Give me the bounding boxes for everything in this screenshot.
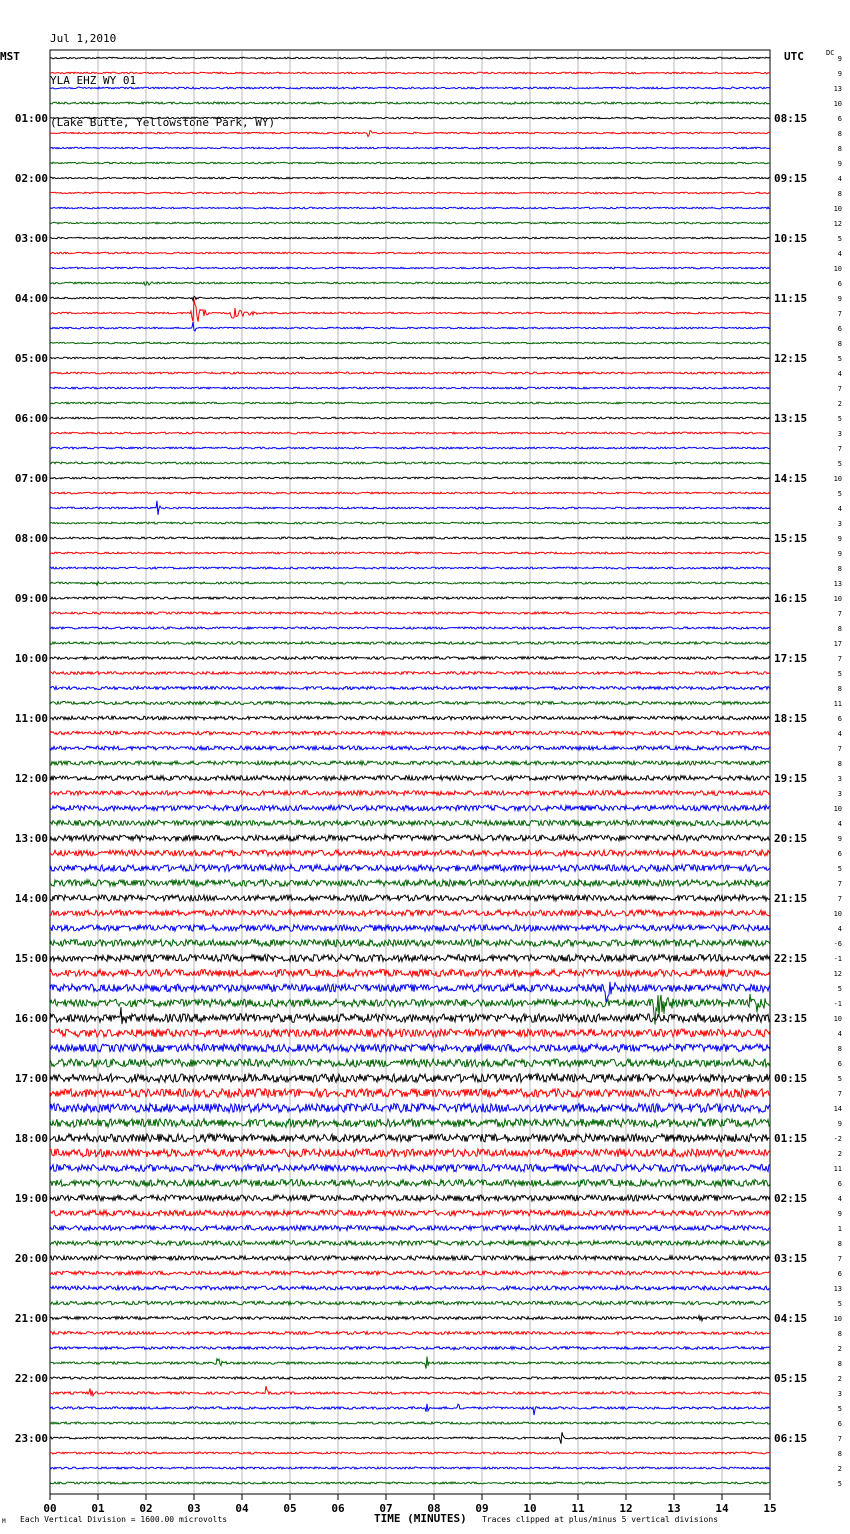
trace-row-8 bbox=[50, 177, 770, 179]
dc-offset-label: 6 bbox=[837, 1060, 842, 1068]
dc-offset-label: 2 bbox=[837, 1345, 842, 1353]
utc-hour-label: 10:15 bbox=[774, 232, 808, 245]
clip-note: Traces clipped at plus/minus 5 vertical divisions bbox=[482, 1515, 719, 1524]
mst-hour-label: 07:00 bbox=[14, 472, 48, 485]
trace-row-72 bbox=[50, 1134, 770, 1142]
mst-hour-label: 19:00 bbox=[14, 1192, 48, 1205]
trace-row-59 bbox=[50, 940, 770, 947]
trace-row-56 bbox=[50, 895, 770, 901]
mst-hour-label: 18:00 bbox=[14, 1132, 48, 1145]
trace-row-22 bbox=[50, 387, 770, 389]
dc-offset-label: -1 bbox=[833, 955, 842, 963]
x-tick-label: 08 bbox=[427, 1502, 441, 1515]
dc-offset-label: 10 bbox=[833, 595, 842, 603]
trace-row-92 bbox=[50, 1432, 770, 1443]
dc-offset-label: 2 bbox=[837, 1375, 842, 1383]
x-tick-label: 06 bbox=[331, 1502, 345, 1515]
dc-offset-label: 5 bbox=[837, 415, 842, 423]
x-tick-label: 03 bbox=[187, 1502, 201, 1515]
trace-row-45 bbox=[50, 731, 770, 735]
dc-offset-label: 7 bbox=[837, 1090, 842, 1098]
x-tick-label: 15 bbox=[763, 1502, 777, 1515]
dc-offset-label: 3 bbox=[837, 430, 842, 438]
mst-hour-label: 05:00 bbox=[14, 352, 48, 365]
mst-hour-label: 01:00 bbox=[14, 112, 48, 125]
dc-offset-label: 10 bbox=[833, 1315, 842, 1323]
trace-row-54 bbox=[50, 865, 770, 872]
utc-hour-label: 14:15 bbox=[774, 472, 808, 485]
mst-hour-label: 22:00 bbox=[14, 1372, 48, 1385]
trace-row-40 bbox=[50, 657, 770, 660]
dc-offset-label: 7 bbox=[837, 880, 842, 888]
dc-offset-label: 8 bbox=[837, 1360, 842, 1368]
dc-offset-label: 4 bbox=[837, 250, 842, 258]
mst-hour-label: 09:00 bbox=[14, 592, 48, 605]
trace-row-14 bbox=[50, 267, 770, 269]
dc-axis-title: DC bbox=[826, 49, 835, 57]
utc-axis-title: UTC bbox=[784, 50, 804, 63]
trace-row-88 bbox=[50, 1377, 770, 1379]
trace-row-43 bbox=[50, 701, 770, 704]
trace-row-33 bbox=[50, 552, 770, 554]
dc-offset-label: 8 bbox=[837, 145, 842, 153]
trace-row-80 bbox=[50, 1256, 770, 1260]
mst-hour-label: 17:00 bbox=[14, 1072, 48, 1085]
trace-row-30 bbox=[50, 501, 770, 515]
dc-offset-label: 12 bbox=[833, 220, 842, 228]
trace-row-57 bbox=[50, 910, 770, 916]
dc-offset-label: 3 bbox=[837, 775, 842, 783]
trace-row-91 bbox=[50, 1422, 770, 1424]
x-tick-label: 10 bbox=[523, 1502, 537, 1515]
trace-row-13 bbox=[50, 252, 770, 254]
mst-hour-label: 21:00 bbox=[14, 1312, 48, 1325]
dc-offset-label: 5 bbox=[837, 235, 842, 243]
trace-row-9 bbox=[50, 192, 770, 194]
trace-row-93 bbox=[50, 1452, 770, 1454]
utc-hour-label: 00:15 bbox=[774, 1072, 808, 1085]
trace-row-53 bbox=[50, 850, 770, 856]
trace-row-50 bbox=[50, 805, 770, 811]
dc-offset-label: 7 bbox=[837, 1255, 842, 1263]
utc-hour-label: 15:15 bbox=[774, 532, 808, 545]
x-tick-label: 07 bbox=[379, 1502, 393, 1515]
dc-offset-label: 9 bbox=[837, 550, 842, 558]
dc-offset-label: 6 bbox=[837, 115, 842, 123]
utc-hour-label: 05:15 bbox=[774, 1372, 808, 1385]
trace-row-61 bbox=[50, 969, 770, 976]
dc-offset-label: 8 bbox=[837, 1240, 842, 1248]
dc-offset-label: 5 bbox=[837, 1480, 842, 1488]
trace-row-49 bbox=[50, 791, 770, 796]
corner-mark: M bbox=[2, 1518, 6, 1525]
dc-offset-label: 10 bbox=[833, 205, 842, 213]
utc-hour-label: 02:15 bbox=[774, 1192, 808, 1205]
trace-row-77 bbox=[50, 1210, 770, 1216]
dc-offset-label: 8 bbox=[837, 685, 842, 693]
dc-offset-label: 7 bbox=[837, 610, 842, 618]
trace-row-24 bbox=[50, 417, 770, 419]
dc-offset-label: 7 bbox=[837, 895, 842, 903]
mst-hour-label: 11:00 bbox=[14, 712, 48, 725]
trace-row-26 bbox=[50, 447, 770, 449]
dc-offset-label: 4 bbox=[837, 820, 842, 828]
trace-row-42 bbox=[50, 686, 770, 689]
trace-row-79 bbox=[50, 1241, 770, 1246]
trace-row-74 bbox=[50, 1164, 770, 1171]
trace-row-66 bbox=[50, 1044, 770, 1052]
dc-offset-label: 7 bbox=[837, 445, 842, 453]
utc-hour-label: 12:15 bbox=[774, 352, 808, 365]
trace-row-83 bbox=[50, 1301, 770, 1305]
trace-row-55 bbox=[50, 880, 770, 887]
utc-hour-label: 09:15 bbox=[774, 172, 808, 185]
trace-row-0 bbox=[50, 57, 770, 59]
plot-frame bbox=[50, 50, 770, 1494]
trace-row-18 bbox=[50, 322, 770, 331]
trace-row-25 bbox=[50, 432, 770, 434]
dc-offset-label: -1 bbox=[833, 1000, 842, 1008]
dc-offset-label: 7 bbox=[837, 655, 842, 663]
dc-offset-label: 1 bbox=[837, 1225, 842, 1233]
dc-offset-label: 6 bbox=[837, 1180, 842, 1188]
dc-offset-label: 5 bbox=[837, 1405, 842, 1413]
trace-row-84 bbox=[50, 1316, 770, 1321]
trace-row-2 bbox=[50, 87, 770, 89]
dc-offset-label: 5 bbox=[837, 670, 842, 678]
dc-offset-label: 9 bbox=[837, 1210, 842, 1218]
x-tick-label: 12 bbox=[619, 1502, 633, 1515]
trace-row-62 bbox=[50, 982, 770, 1002]
scale-note: Each Vertical Division = 1600.00 microvolts bbox=[20, 1515, 228, 1524]
mst-hour-label: 04:00 bbox=[14, 292, 48, 305]
trace-row-48 bbox=[50, 776, 770, 781]
dc-offset-label: 8 bbox=[837, 1450, 842, 1458]
dc-offset-label: 4 bbox=[837, 175, 842, 183]
x-axis-label: TIME (MINUTES) bbox=[374, 1512, 467, 1525]
trace-row-86 bbox=[50, 1347, 770, 1350]
trace-row-31 bbox=[50, 522, 770, 524]
trace-row-95 bbox=[50, 1482, 770, 1484]
trace-row-89 bbox=[50, 1386, 770, 1396]
trace-row-52 bbox=[50, 835, 770, 841]
x-tick-label: 14 bbox=[715, 1502, 729, 1515]
dc-offset-label: 3 bbox=[837, 1390, 842, 1398]
dc-offset-label: 4 bbox=[837, 1030, 842, 1038]
dc-offset-label: 8 bbox=[837, 340, 842, 348]
utc-hour-label: 19:15 bbox=[774, 772, 808, 785]
trace-row-34 bbox=[50, 567, 770, 569]
dc-offset-label: 9 bbox=[837, 55, 842, 63]
utc-hour-label: 20:15 bbox=[774, 832, 808, 845]
utc-hour-label: 21:15 bbox=[774, 892, 808, 905]
station-location: (Lake Butte, Yellowstone Park, WY) bbox=[50, 116, 276, 129]
utc-hour-label: 08:15 bbox=[774, 112, 808, 125]
trace-row-27 bbox=[50, 462, 770, 464]
trace-row-38 bbox=[50, 627, 770, 629]
dc-offset-label: 13 bbox=[833, 85, 842, 93]
trace-row-65 bbox=[50, 1029, 770, 1037]
dc-offset-label: 11 bbox=[833, 700, 842, 708]
dc-offset-label: 9 bbox=[837, 70, 842, 78]
mst-axis-title: MST bbox=[0, 50, 20, 63]
dc-offset-label: 3 bbox=[837, 520, 842, 528]
mst-hour-label: 20:00 bbox=[14, 1252, 48, 1265]
dc-offset-label: 10 bbox=[833, 100, 842, 108]
trace-row-51 bbox=[50, 820, 770, 826]
dc-offset-label: 9 bbox=[837, 535, 842, 543]
dc-offset-label: 7 bbox=[837, 745, 842, 753]
dc-offset-label: 2 bbox=[837, 400, 842, 408]
x-tick-label: 13 bbox=[667, 1502, 681, 1515]
dc-offset-label: 4 bbox=[837, 730, 842, 738]
dc-offset-label: 8 bbox=[837, 565, 842, 573]
utc-hour-label: 23:15 bbox=[774, 1012, 808, 1025]
utc-hour-label: 16:15 bbox=[774, 592, 808, 605]
x-tick-label: 01 bbox=[91, 1502, 105, 1515]
utc-hour-label: 01:15 bbox=[774, 1132, 808, 1145]
dc-offset-label: 2 bbox=[837, 1150, 842, 1158]
dc-offset-label: 3 bbox=[837, 790, 842, 798]
dc-offset-label: 14 bbox=[833, 1105, 842, 1113]
dc-offset-label: -6 bbox=[833, 940, 842, 948]
dc-offset-label: 9 bbox=[837, 1120, 842, 1128]
dc-offset-label: 6 bbox=[837, 850, 842, 858]
trace-row-76 bbox=[50, 1195, 770, 1201]
dc-offset-label: 5 bbox=[837, 460, 842, 468]
dc-offset-label: 9 bbox=[837, 160, 842, 168]
dc-offset-label: 8 bbox=[837, 130, 842, 138]
dc-offset-label: 5 bbox=[837, 985, 842, 993]
x-tick-label: 05 bbox=[283, 1502, 297, 1515]
trace-row-67 bbox=[50, 1059, 770, 1067]
mst-hour-label: 14:00 bbox=[14, 892, 48, 905]
trace-row-35 bbox=[50, 581, 770, 585]
dc-offset-label: 13 bbox=[833, 580, 842, 588]
dc-offset-label: 4 bbox=[837, 1195, 842, 1203]
trace-row-3 bbox=[50, 102, 770, 104]
trace-row-82 bbox=[50, 1286, 770, 1290]
trace-row-75 bbox=[50, 1180, 770, 1187]
dc-offset-label: 6 bbox=[837, 280, 842, 288]
dc-offset-label: 10 bbox=[833, 265, 842, 273]
trace-row-19 bbox=[50, 342, 770, 344]
dc-offset-label: 5 bbox=[837, 1300, 842, 1308]
trace-row-12 bbox=[50, 237, 770, 239]
dc-offset-label: 6 bbox=[837, 715, 842, 723]
dc-offset-label: 10 bbox=[833, 1015, 842, 1023]
dc-offset-label: 6 bbox=[837, 325, 842, 333]
dc-offset-label: 8 bbox=[837, 1330, 842, 1338]
trace-row-87 bbox=[50, 1357, 770, 1369]
trace-row-7 bbox=[50, 162, 770, 164]
dc-offset-label: 7 bbox=[837, 1435, 842, 1443]
dc-offset-label: 9 bbox=[837, 835, 842, 843]
dc-offset-label: 6 bbox=[837, 1270, 842, 1278]
dc-offset-label: 4 bbox=[837, 505, 842, 513]
trace-row-1 bbox=[50, 72, 770, 74]
trace-row-68 bbox=[50, 1074, 770, 1082]
utc-hour-label: 18:15 bbox=[774, 712, 808, 725]
trace-row-70 bbox=[50, 1104, 770, 1113]
trace-row-47 bbox=[50, 761, 770, 765]
trace-row-90 bbox=[50, 1404, 770, 1415]
trace-row-46 bbox=[50, 746, 770, 750]
dc-offset-label: 2 bbox=[837, 1465, 842, 1473]
x-tick-label: 00 bbox=[43, 1502, 57, 1515]
dc-offset-label: 4 bbox=[837, 370, 842, 378]
trace-row-44 bbox=[50, 716, 770, 720]
trace-row-23 bbox=[50, 402, 770, 404]
mst-hour-label: 03:00 bbox=[14, 232, 48, 245]
trace-row-69 bbox=[50, 1089, 770, 1097]
dc-offset-label: 10 bbox=[833, 910, 842, 918]
dc-offset-label: 9 bbox=[837, 295, 842, 303]
trace-row-5 bbox=[50, 131, 770, 137]
trace-row-85 bbox=[50, 1332, 770, 1335]
dc-offset-label: -2 bbox=[833, 1135, 842, 1143]
dc-offset-label: 4 bbox=[837, 925, 842, 933]
trace-row-94 bbox=[50, 1467, 770, 1469]
dc-offset-label: 7 bbox=[837, 385, 842, 393]
trace-row-32 bbox=[50, 537, 770, 539]
trace-row-37 bbox=[50, 612, 770, 614]
mst-hour-label: 10:00 bbox=[14, 652, 48, 665]
trace-row-41 bbox=[50, 672, 770, 675]
utc-hour-label: 04:15 bbox=[774, 1312, 808, 1325]
dc-offset-label: 5 bbox=[837, 355, 842, 363]
trace-row-73 bbox=[50, 1149, 770, 1157]
utc-hour-label: 03:15 bbox=[774, 1252, 808, 1265]
trace-row-17 bbox=[50, 300, 770, 322]
x-tick-label: 02 bbox=[139, 1502, 153, 1515]
station-code: YLA EHZ WY 01 bbox=[50, 74, 137, 87]
mst-hour-label: 13:00 bbox=[14, 832, 48, 845]
trace-row-39 bbox=[50, 642, 770, 645]
dc-offset-label: 8 bbox=[837, 760, 842, 768]
utc-hour-label: 22:15 bbox=[774, 952, 808, 965]
trace-row-71 bbox=[50, 1119, 770, 1127]
trace-row-58 bbox=[50, 925, 770, 931]
trace-row-10 bbox=[50, 207, 770, 209]
dc-offset-label: 11 bbox=[833, 1165, 842, 1173]
mst-hour-label: 23:00 bbox=[14, 1432, 48, 1445]
trace-row-78 bbox=[50, 1225, 770, 1230]
dc-offset-label: 5 bbox=[837, 865, 842, 873]
dc-offset-label: 6 bbox=[837, 1420, 842, 1428]
utc-hour-label: 17:15 bbox=[774, 652, 808, 665]
x-tick-label: 09 bbox=[475, 1502, 489, 1515]
trace-row-36 bbox=[50, 597, 770, 599]
utc-hour-label: 11:15 bbox=[774, 292, 808, 305]
mst-hour-label: 15:00 bbox=[14, 952, 48, 965]
trace-row-20 bbox=[50, 357, 770, 359]
dc-offset-label: 13 bbox=[833, 1285, 842, 1293]
dc-offset-label: 7 bbox=[837, 310, 842, 318]
x-tick-label: 04 bbox=[235, 1502, 249, 1515]
dc-offset-label: 10 bbox=[833, 475, 842, 483]
dc-offset-label: 17 bbox=[833, 640, 842, 648]
dc-offset-label: 8 bbox=[837, 190, 842, 198]
trace-row-81 bbox=[50, 1271, 770, 1275]
utc-hour-label: 13:15 bbox=[774, 412, 808, 425]
trace-row-6 bbox=[50, 147, 770, 149]
mst-hour-label: 02:00 bbox=[14, 172, 48, 185]
trace-row-16 bbox=[50, 296, 770, 300]
trace-row-15 bbox=[50, 282, 770, 286]
trace-row-21 bbox=[50, 372, 770, 374]
utc-hour-label: 06:15 bbox=[774, 1432, 808, 1445]
dc-offset-label: 5 bbox=[837, 1075, 842, 1083]
trace-row-60 bbox=[50, 955, 770, 962]
mst-hour-label: 12:00 bbox=[14, 772, 48, 785]
mst-hour-label: 06:00 bbox=[14, 412, 48, 425]
trace-row-11 bbox=[50, 222, 770, 224]
dc-offset-label: 12 bbox=[833, 970, 842, 978]
trace-row-29 bbox=[50, 492, 770, 494]
dc-offset-label: 8 bbox=[837, 625, 842, 633]
trace-row-4 bbox=[50, 117, 770, 119]
mst-hour-label: 16:00 bbox=[14, 1012, 48, 1025]
mst-hour-label: 08:00 bbox=[14, 532, 48, 545]
trace-row-28 bbox=[50, 477, 770, 479]
dc-offset-label: 5 bbox=[837, 490, 842, 498]
recording-date: Jul 1,2010 bbox=[50, 32, 117, 45]
dc-offset-label: 10 bbox=[833, 805, 842, 813]
x-tick-label: 11 bbox=[571, 1502, 585, 1515]
dc-offset-label: 8 bbox=[837, 1045, 842, 1053]
